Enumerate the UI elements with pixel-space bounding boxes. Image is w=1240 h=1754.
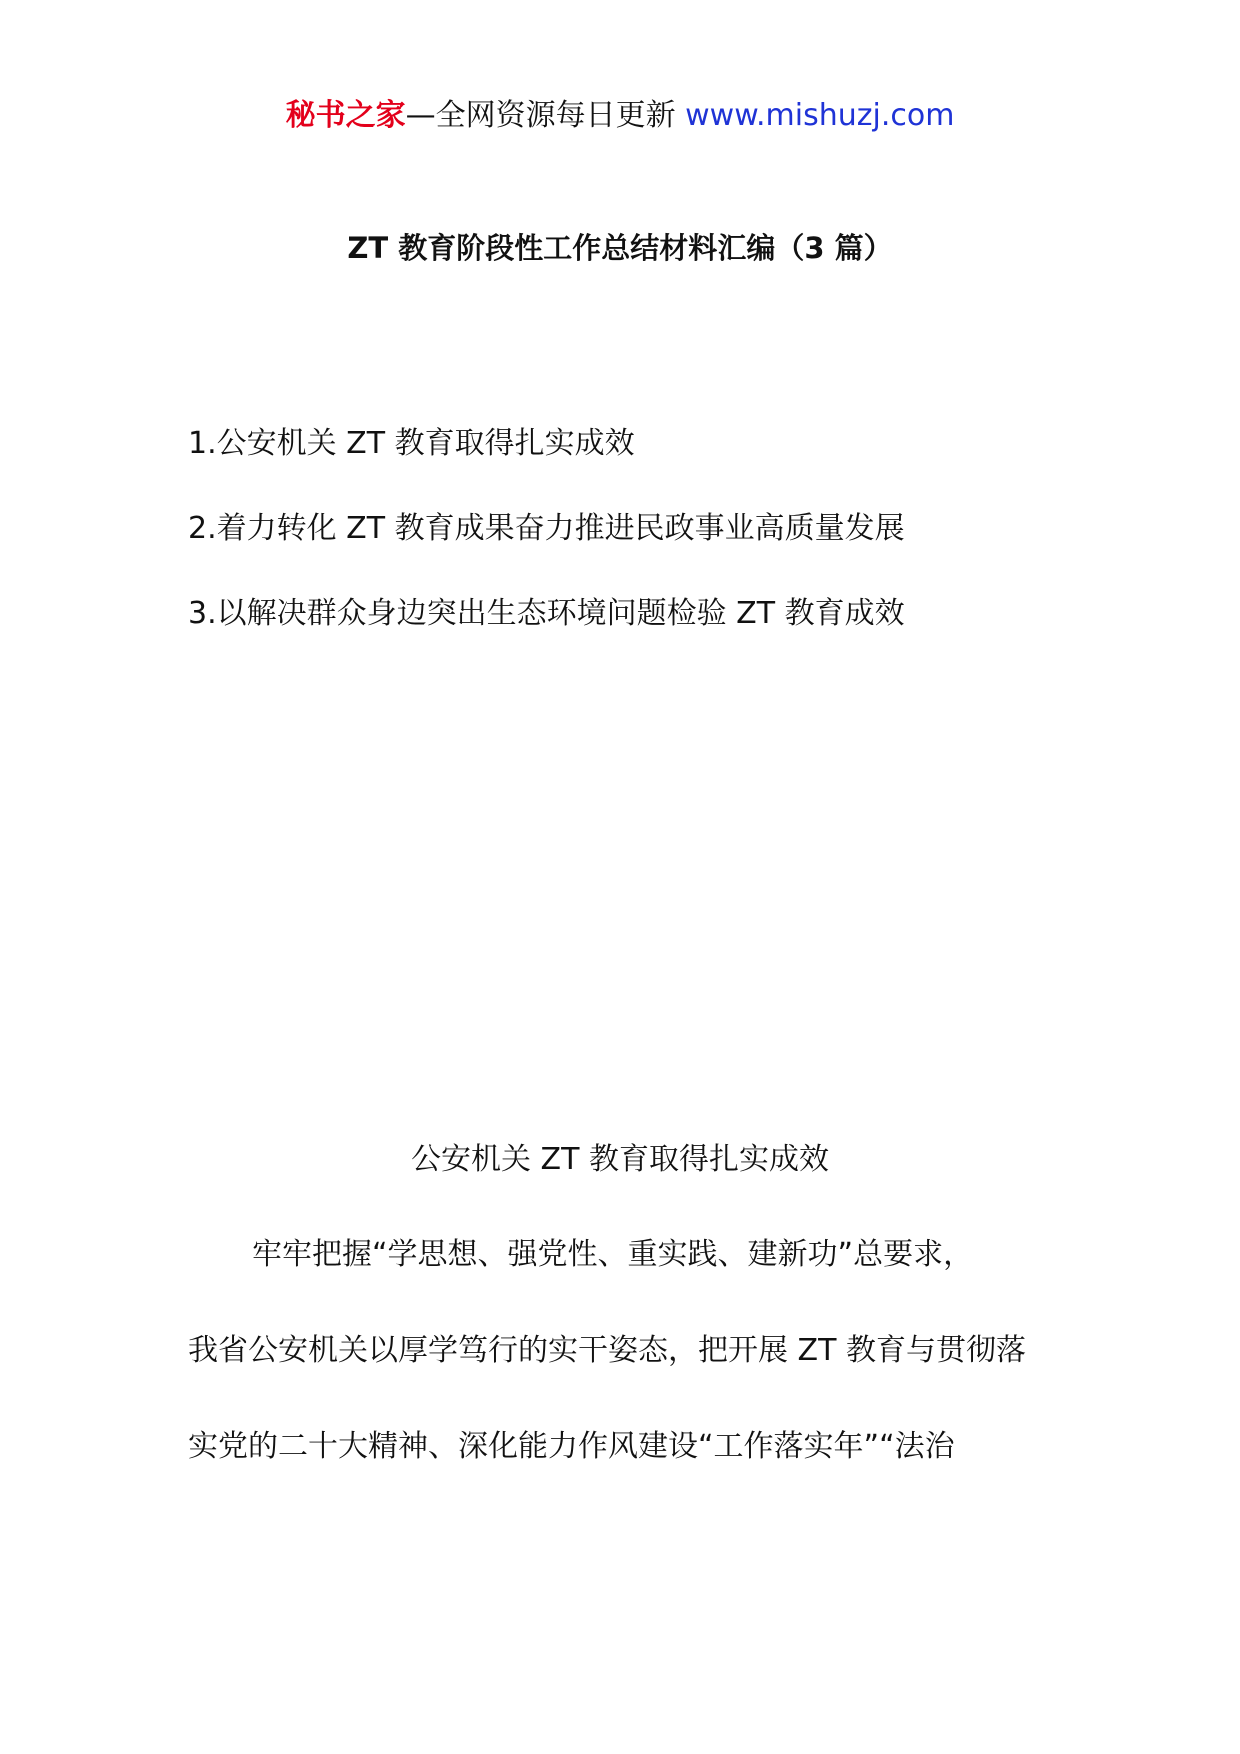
toc-item: 2.着力转化 ZT 教育成果奋力推进民政事业高质量发展 [188,511,905,546]
paragraph-line: 我省公安机关以厚学笃行的实干姿态，把开展 ZT 教育与贯彻落 [188,1333,1026,1368]
paragraph-line: 牢牢把握“学思想、强党性、重实践、建新功”总要求， [252,1237,974,1272]
document-title: ZT 教育阶段性工作总结材料汇编（3 篇） [347,231,893,265]
toc-item: 1.公安机关 ZT 教育取得扎实成效 [188,426,635,461]
paragraph-line: 实党的二十大精神、深化能力作风建设“工作落实年”“法治 [188,1429,955,1464]
toc-item: 3.以解决群众身边突出生态环境问题检验 ZT 教育成效 [188,596,905,631]
site-header [0,96,1240,136]
table-of-contents [188,424,1088,679]
body-paragraph [188,1235,1068,1523]
site-url-link[interactable]: www.mishuzj.com [685,98,955,133]
section-title: 公安机关 ZT 教育取得扎实成效 [411,1142,829,1177]
header-tagline: —全网资源每日更新 [405,98,686,133]
brand-name: 秘书之家 [285,98,406,133]
